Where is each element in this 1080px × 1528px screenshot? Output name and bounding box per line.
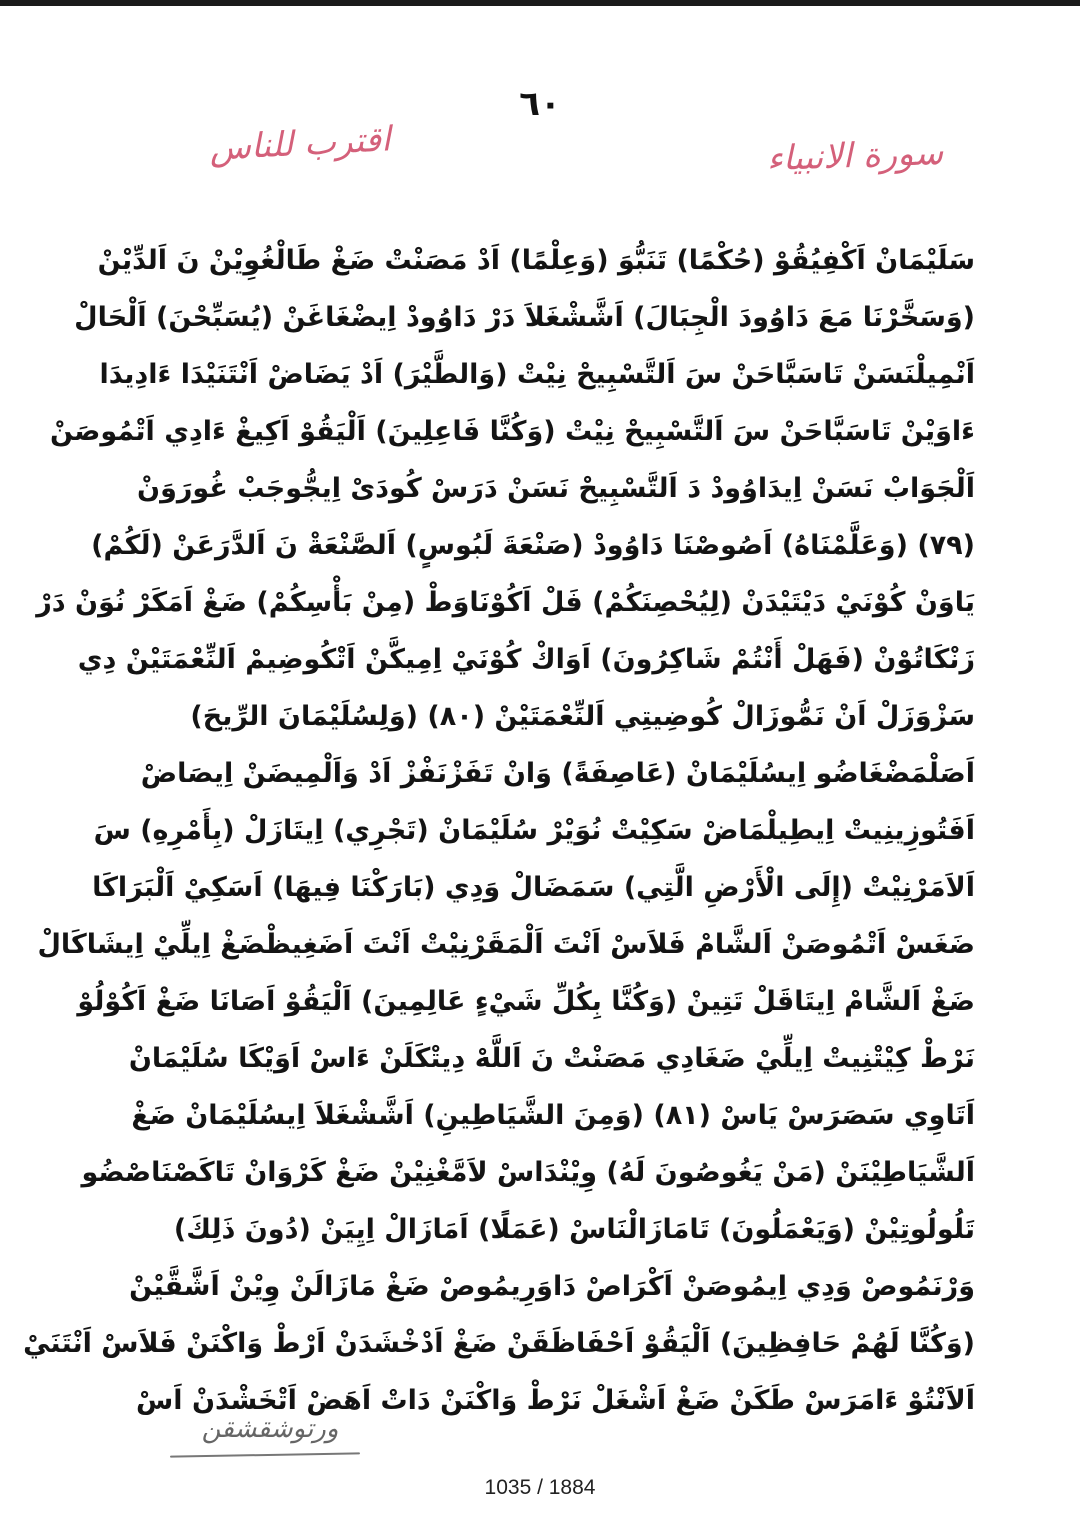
text-line: ضَغَسْ اَتْمُوصَنْ اَلشَّامْ فَلاَسْ اَنْتَ اَلْمَقَرْنِيْتْ اَنْتَ اَضَغِيظْضَغْ اِيلِّيْ اِيشَاكَالْ — [37, 929, 975, 960]
text-line: اَفَتُوزِينِيتْ اِيطِيلْمَاضْ سَكِيْتْ نُوَيْرْ سُلَيْمَانْ (تَجْرِي) اِيتَازَلْ (بِأَمْرِهِ) سَ — [93, 815, 975, 846]
text-line: اَلْجَوَابْ نَسَنْ اِيدَاوُودْ دَ اَلتَّسْبِيحْ نَسَنْ دَرَسْ كُودَىْ اِيجُّوجَبْ غُورَوَنْ — [137, 473, 975, 504]
header-left-annotation: اقترب للناس — [208, 119, 392, 169]
catchword-underline — [170, 1452, 360, 1457]
text-line: زَنْكَاتُوْنْ (فَهَلْ أَنْتُمْ شَاكِرُونَ) اَوَاكْ كُوْنَيْ اِمِيكَّنْ اَتْكُوضِيمْ اَلنِّعْمَتَيْنْ دِي — [77, 644, 975, 675]
text-line: تَلُولُوتِيْنْ (وَيَعْمَلُونَ) تَامَازَالْنَاسْ (عَمَلًا) اَمَازَالْ اِيِيَنْ (دُونَ ذَلِكَ) — [173, 1214, 975, 1245]
text-line: (وَكُنَّا لَهُمْ حَافِظِينَ) اَلْيَقُوْ اَحْفَاظَقَنْ ضَغْ اَدْخْشَدَنْ اَرْطْ وَاكْنَنْ فَلاَسْ اَنْتَنَيْ — [23, 1328, 975, 1359]
text-line: نَرْطْ كِيْتْنِيتْ اِيلِّيْ ضَغَادِي مَصَنْتْ نَ اَللَّهْ دِيتْكَلَنْ ءَاسْ اَوَيْكَا سُلَيْمَانْ — [128, 1043, 975, 1074]
text-line: (وَسَخَّرْنَا مَعَ دَاوُودَ الْجِبَالَ) اَشَّشْغَلاَ دَرْ دَاوُودْ اِيضْغَاغَنْ (يُسَبِّحْنَ) اَلْحَالْ — [74, 302, 975, 333]
text-line: يَاوَنْ كُوْنَيْ دَيْتَيْدَنْ (لِيُحْصِنَكُمْ) فَلْ اَكُوْنَاوَطْ (مِنْ بَأْسِكُمْ) ضَغْ اَمَكَرْ نُوَنْ دَرْ — [36, 587, 975, 618]
page-counter: 1035 / 1884 — [484, 1476, 596, 1499]
text-line: اَصَلْمَضْغَاضُو اِيسُلَيْمَانْ (عَاصِفَةً) وَانْ تَفَزْنَفْزْ اَدْ وَاَلْمِيضَنْ اِيصَاضْ — [140, 758, 975, 789]
text-line: ضَغْ اَلشَّامْ اِيتَاقَلْ تَتِينْ (وَكُنَّا بِكُلِّ شَيْءٍ عَالِمِينَ) اَلْيَقُوْ اَصَانَا ضَغْ اَكُوْلُوْ — [77, 986, 975, 1017]
text-line: اَلاَنْتُوْ ءَامَرَسْ طَكَنْ ضَغْ اَشْغَلْ نَرْطْ وَاكْنَنْ دَاتْ اَهَضْ اَتْخَشْدَنْ اَسْ — [136, 1385, 975, 1416]
text-line: وَرْنَمُوصْ وَدِي اِيمُوصَنْ اَكْرَاصْ دَاوَرِيمُوصْ ضَغْ مَازَالَنْ وِيْنْ اَشَّقَّيْنْ — [129, 1271, 975, 1302]
text-line: سَزْوَزَلْ اَنْ نَمُّوزَالْ كُوضِيتِي اَلنِّعْمَتَيْنْ (٨٠) (وَلِسُلَيْمَانَ الرِّيحَ) — [190, 701, 975, 732]
catchword-annotation: ورتوشقشقن — [201, 1414, 339, 1444]
document-page — [0, 6, 1080, 1528]
text-line: اَتَاوِي سَصَرَسْ يَاسْ (٨١) (وَمِنَ الشَّيَاطِينِ) اَشَّشْغَلاَ اِيسُلَيْمَانْ ضَغْ — [131, 1100, 975, 1131]
text-line: (٧٩) (وَعَلَّمْنَاهُ) اَصُوصْنَا دَاوُودْ (صَنْعَةَ لَبُوسٍ) اَلصَّنْعَةْ نَ اَلدَّرَعَنْ (لَكُمْ) — [91, 530, 975, 561]
text-line: اَنْمِيلْنَسَنْ تَاسَبَّاحَنْ سَ اَلتَّسْبِيحْ نِيْتْ (وَالطَّيْرَ) اَدْ يَضَاضْ اَنْتَنَيْدَا ءَادِيدَا — [99, 359, 975, 390]
text-line: اَلشَّيَاطِيْنَنْ (مَنْ يَغُوصُونَ لَهُ) وِيْنْدَاسْ لاَمَّغْنِيْنْ ضَغْ كَرْوَانْ تَاكَصْنَاصْضُو — [81, 1157, 975, 1188]
text-line: اَلاَمَرْنِيْتْ (إِلَى الْأَرْضِ الَّتِي) سَمَضَالْ وَدِي (بَارَكْنَا فِيهَا) اَسَكِيْ اَلْبَرَاكَا — [92, 872, 975, 903]
header-right-annotation: سورة الانبياء — [766, 132, 944, 180]
text-line: ءَاوَيْنْ تَاسَبَّاحَنْ سَ اَلتَّسْبِيحْ نِيْتْ (وَكُنَّا فَاعِلِينَ) اَلْيَقُوْ اَكِيغْ ءَادِي اَتْمُوصَنْ — [49, 416, 975, 447]
body-text — [23, 232, 975, 1429]
page-number: ٦٠ — [519, 84, 561, 124]
text-line: سَلَيْمَانْ اَكْفِيُقُوْ (حُكْمًا) تَنَبُّوَ (وَعِلْمًا) اَدْ مَصَنْتْ ضَغْ طَالْغُوِيْنْ نَ اَلدِّيْنْ — [97, 245, 975, 276]
